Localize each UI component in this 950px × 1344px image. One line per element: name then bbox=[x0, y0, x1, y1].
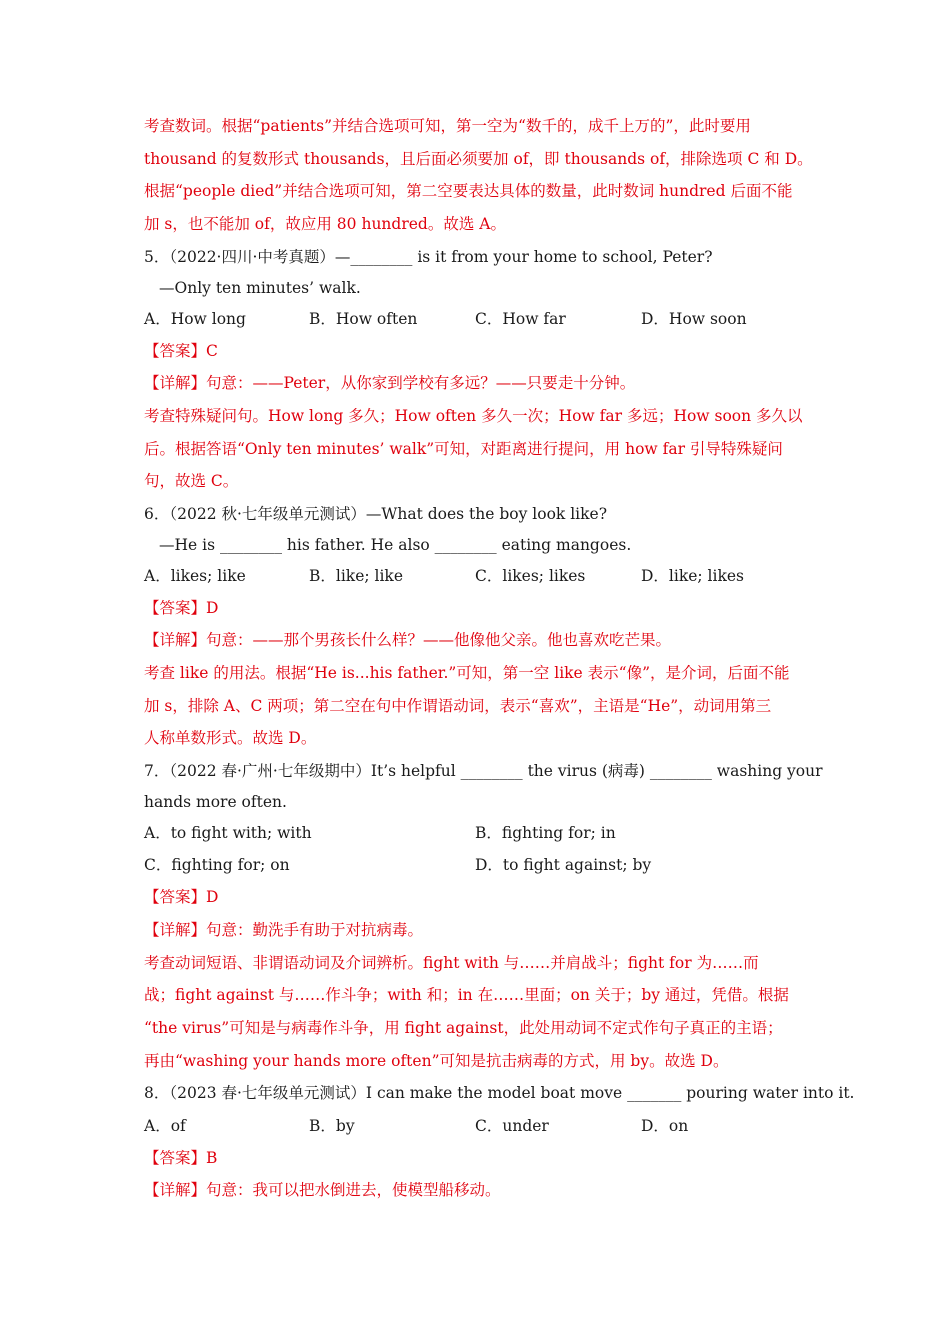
q7-stem: 7．（2022 春·广州·七年级期中）It’s helpful ________ the virus (病毒) ________ washing your bbox=[144, 762, 823, 780]
q7-detail: 【详解】句意：勤洗手有助于对抗病毒。 bbox=[144, 921, 424, 939]
q7-option-d: D．to fight against; by bbox=[475, 856, 652, 874]
q7-explanation-line-4: 再由“washing your hands more often”可知是抗击病毒的方式，用 by。故选 D。 bbox=[144, 1052, 729, 1070]
q6-stem: 6．（2022 秋·七年级单元测试）—What does the boy look like? bbox=[144, 505, 608, 523]
q6-explanation-line-3: 人称单数形式。故选 D。 bbox=[144, 729, 317, 747]
q7-option-c: C．fighting for; on bbox=[144, 856, 290, 874]
q4-explanation-line-3: 根据“people died”并结合选项可知，第二空要表达具体的数量，此时数词 hundred 后面不能 bbox=[144, 182, 793, 200]
q6-answer: 【答案】D bbox=[144, 599, 219, 617]
q8-option-d: D．on bbox=[641, 1117, 689, 1135]
q5-option-d: D．How soon bbox=[641, 310, 747, 328]
q8-stem: 8．（2023 春·七年级单元测试）I can make the model boat move _______ pouring water into it. bbox=[144, 1084, 855, 1102]
q5-explanation-line-2: 后。根据答语“Only ten minutes’ walk”可知，对距离进行提问，用 how far 引导特殊疑问 bbox=[144, 440, 783, 458]
q8-option-c: C．under bbox=[475, 1117, 549, 1135]
q6-option-d: D．like; likes bbox=[641, 567, 744, 585]
q8-option-a: A．of bbox=[144, 1117, 186, 1135]
q5-option-a: A．How long bbox=[144, 310, 246, 328]
q6-option-a: A．likes; like bbox=[144, 567, 246, 585]
q8-option-b: B．by bbox=[309, 1117, 355, 1135]
q7-answer: 【答案】D bbox=[144, 888, 219, 906]
q6-option-c: C．likes; likes bbox=[475, 567, 586, 585]
q5-option-c: C．How far bbox=[475, 310, 566, 328]
q6-stem-reply: —He is ________ his father. He also ________ eating mangoes. bbox=[159, 536, 632, 554]
q6-explanation-line-2: 加 s，排除 A、C 两项；第二空在句中作谓语动词，表示“喜欢”，主语是“He”，动词用第三 bbox=[144, 697, 772, 715]
q5-stem: 5．（2022·四川·中考真题）—________ is it from your home to school, Peter? bbox=[144, 248, 713, 266]
q7-stem-continued: hands more often. bbox=[144, 793, 287, 811]
q8-answer: 【答案】B bbox=[144, 1149, 218, 1167]
q4-explanation-line-2: thousand 的复数形式 thousands，且后面必须要加 of，即 thousands of，排除选项 C 和 D。 bbox=[144, 150, 813, 168]
q5-option-b: B．How often bbox=[309, 310, 418, 328]
q4-explanation-line-4: 加 s，也不能加 of，故应用 80 hundred。故选 A。 bbox=[144, 215, 506, 233]
q7-explanation-line-1: 考查动词短语、非谓语动词及介词辨析。fight with 与……并肩战斗；fight for 为……而 bbox=[144, 954, 759, 972]
q4-explanation-line-1: 考查数词。根据“patients”并结合选项可知，第一空为“数千的，成千上万的”，此时要用 bbox=[144, 117, 751, 135]
q5-explanation-line-1: 考查特殊疑问句。How long 多久；How often 多久一次；How far 多远；How soon 多久以 bbox=[144, 407, 803, 425]
q7-explanation-line-2: 战；fight against 与……作斗争；with 和；in 在……里面；on 关于；by 通过，凭借。根据 bbox=[144, 986, 789, 1004]
q7-explanation-line-3: “the virus”可知是与病毒作斗争，用 fight against，此处用动词不定式作句子真正的主语； bbox=[144, 1019, 783, 1037]
q5-stem-reply: —Only ten minutes’ walk. bbox=[159, 279, 361, 297]
q6-detail: 【详解】句意：——那个男孩长什么样？——他像他父亲。他也喜欢吃芒果。 bbox=[144, 631, 672, 649]
q7-option-b: B．fighting for; in bbox=[475, 824, 616, 842]
q8-detail: 【详解】句意：我可以把水倒进去，使模型船移动。 bbox=[144, 1181, 501, 1199]
q6-explanation-line-1: 考查 like 的用法。根据“He is...his father.”可知，第一空 like 表示“像”，是介词，后面不能 bbox=[144, 664, 790, 682]
q5-answer: 【答案】C bbox=[144, 342, 218, 360]
q7-option-a: A．to fight with; with bbox=[144, 824, 312, 842]
q5-explanation-line-3: 句，故选 C。 bbox=[144, 472, 239, 490]
q6-option-b: B．like; like bbox=[309, 567, 403, 585]
q5-detail: 【详解】句意：——Peter，从你家到学校有多远？——只要走十分钟。 bbox=[144, 374, 636, 392]
